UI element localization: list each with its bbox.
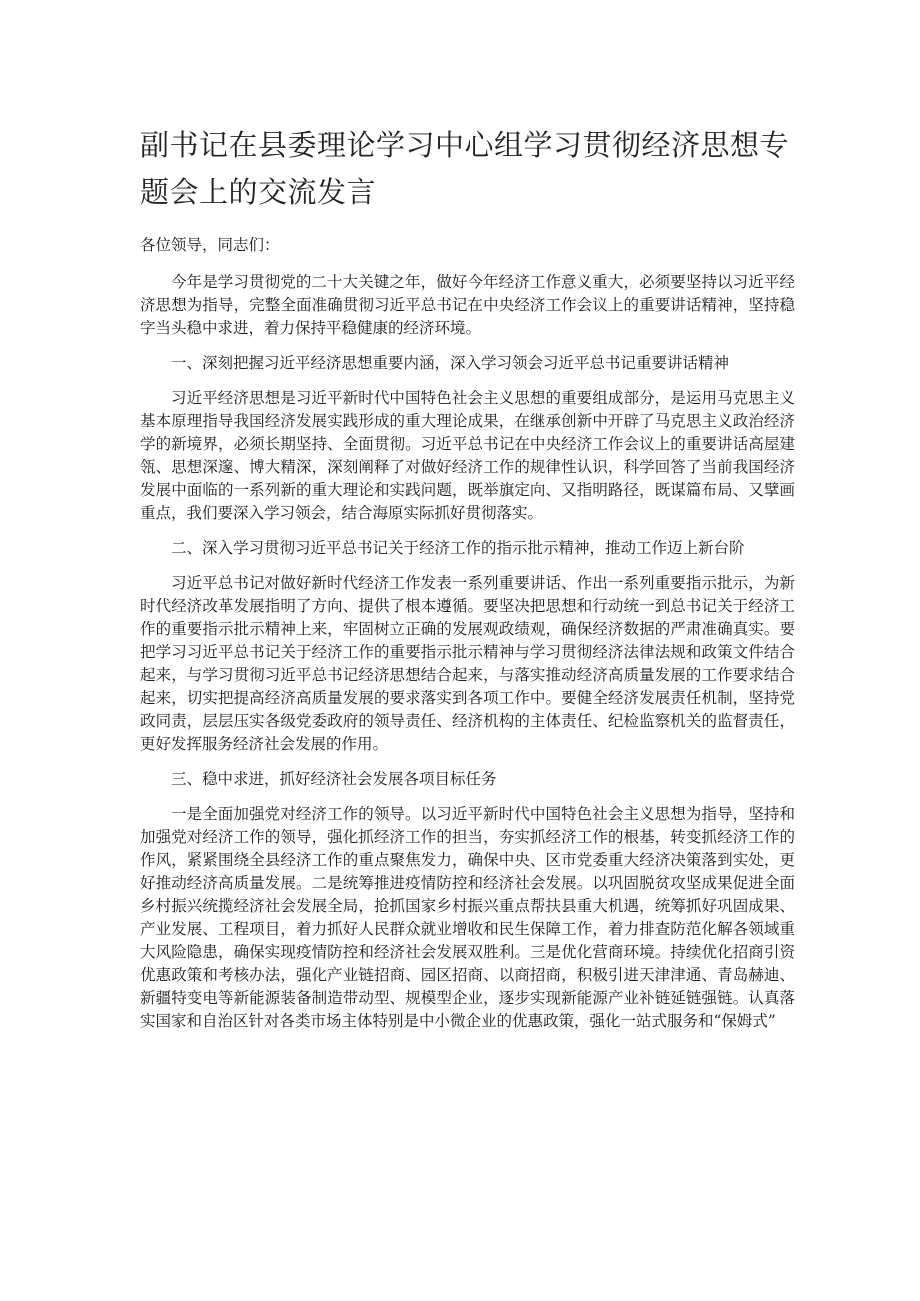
salutation: 各位领导，同志们：: [140, 236, 280, 254]
section-3-heading: 三、稳中求进，抓好经济社会发展各项目标任务: [171, 770, 497, 788]
section-1-body: 习近平经济思想是习近平新时代中国特色社会主义思想的重要组成部分，是运用马克思主义基本原理指导我国经济发展实践形成的重大理论成果，在继承创新中开辟了马克思主义政治经济学的新境界，必须长期坚持、全面贯彻。习近平总书记在中央经济工作会议上的重要讲话高屋建瓴、思想深邃、博大精深，深刻阐释了对做好经济工作的规律性认识，科学回答了当前我国经济发展中面临的一系列新的重大理论和实践问题，既举旗定向、又指明路径，既谋篇布局、又擘画重点，我们要深入学习领会，结合海原实际抓好贯彻落实。: [140, 389, 795, 522]
section-2-heading: 二、深入学习贯彻习近平总书记关于经济工作的指示批示精神，推动工作迈上新台阶: [171, 539, 745, 557]
section-2-body: 习近平总书记对做好新时代经济工作发表一系列重要讲话、作出一系列重要指示批示，为新时代经济改革发展指明了方向、提供了根本遵循。要坚决把思想和行动统一到总书记关于经济工作的重要指示批示精神上来，牢固树立正确的发展观政绩观，确保经济数据的严肃准确真实。要把学习习近平总书记关于经济工作的重要指示批示精神与学习贯彻经济法律法规和政策文件结合起来，与学习贯彻习近平总书记经济思想结合起来，与落实推动经济高质量发展的工作要求结合起来，切实把提高经济高质量发展的要求落实到各项工作中。要健全经济发展责任机制，坚持党政同责，层层压实各级党委政府的领导责任、经济机构的主体责任、纪检监察机关的监督责任，更好发挥服务经济社会发展的作用。: [140, 574, 795, 753]
intro-paragraph: 今年是学习贯彻党的二十大关键之年，做好今年经济工作意义重大，必须要坚持以习近平经济思想为指导，完整全面准确贯彻习近平总书记在中央经济工作会议上的重要讲话精神，坚持稳字当头稳中求进，着力保持平稳健康的经济环境。: [140, 273, 795, 337]
section-3-body: 一是全面加强党对经济工作的领导。以习近平新时代中国特色社会主义思想为指导，坚持和加强党对经济工作的领导，强化抓经济工作的担当，夯实抓经济工作的根基，转变抓经济工作的作风，紧紧围绕全县经济工作的重点聚焦发力，确保中央、区市党委重大经济决策落到实处，更好推动经济高质量发展。二是统筹推进疫情防控和经济社会发展。以巩固脱贫攻坚成果促进全面乡村振兴统揽经济社会发展全局，抢抓国家乡村振兴重点帮扶县重大机遇，统筹抓好巩固成果、产业发展、工程项目，着力抓好人民群众就业增收和民生保障工作，着力排查防范化解各领域重大风险隐患，确保实现疫情防控和经济社会发展双胜利。三是优化营商环境。持续优化招商引资优惠政策和考核办法，强化产业链招商、园区招商、以商招商，积极引进天津津通、青岛赫迪、新疆特变电等新能源装备制造带动型、规模型企业，逐步实现新能源产业补链延链强链。认真落实国家和自治区针对各类市场主体特别是中小微企业的优惠政策，强化一站式服务和“保姆式”: [140, 805, 795, 1030]
document-title: 副书记在县委理论学习中心组学习贯彻经济思想专题会上的交流发言: [140, 128, 790, 209]
document-page: [140, 122, 795, 1045]
section-1-heading: 一、深刻把握习近平经济思想重要内涵，深入学习领会习近平总书记重要讲话精神: [171, 354, 730, 372]
